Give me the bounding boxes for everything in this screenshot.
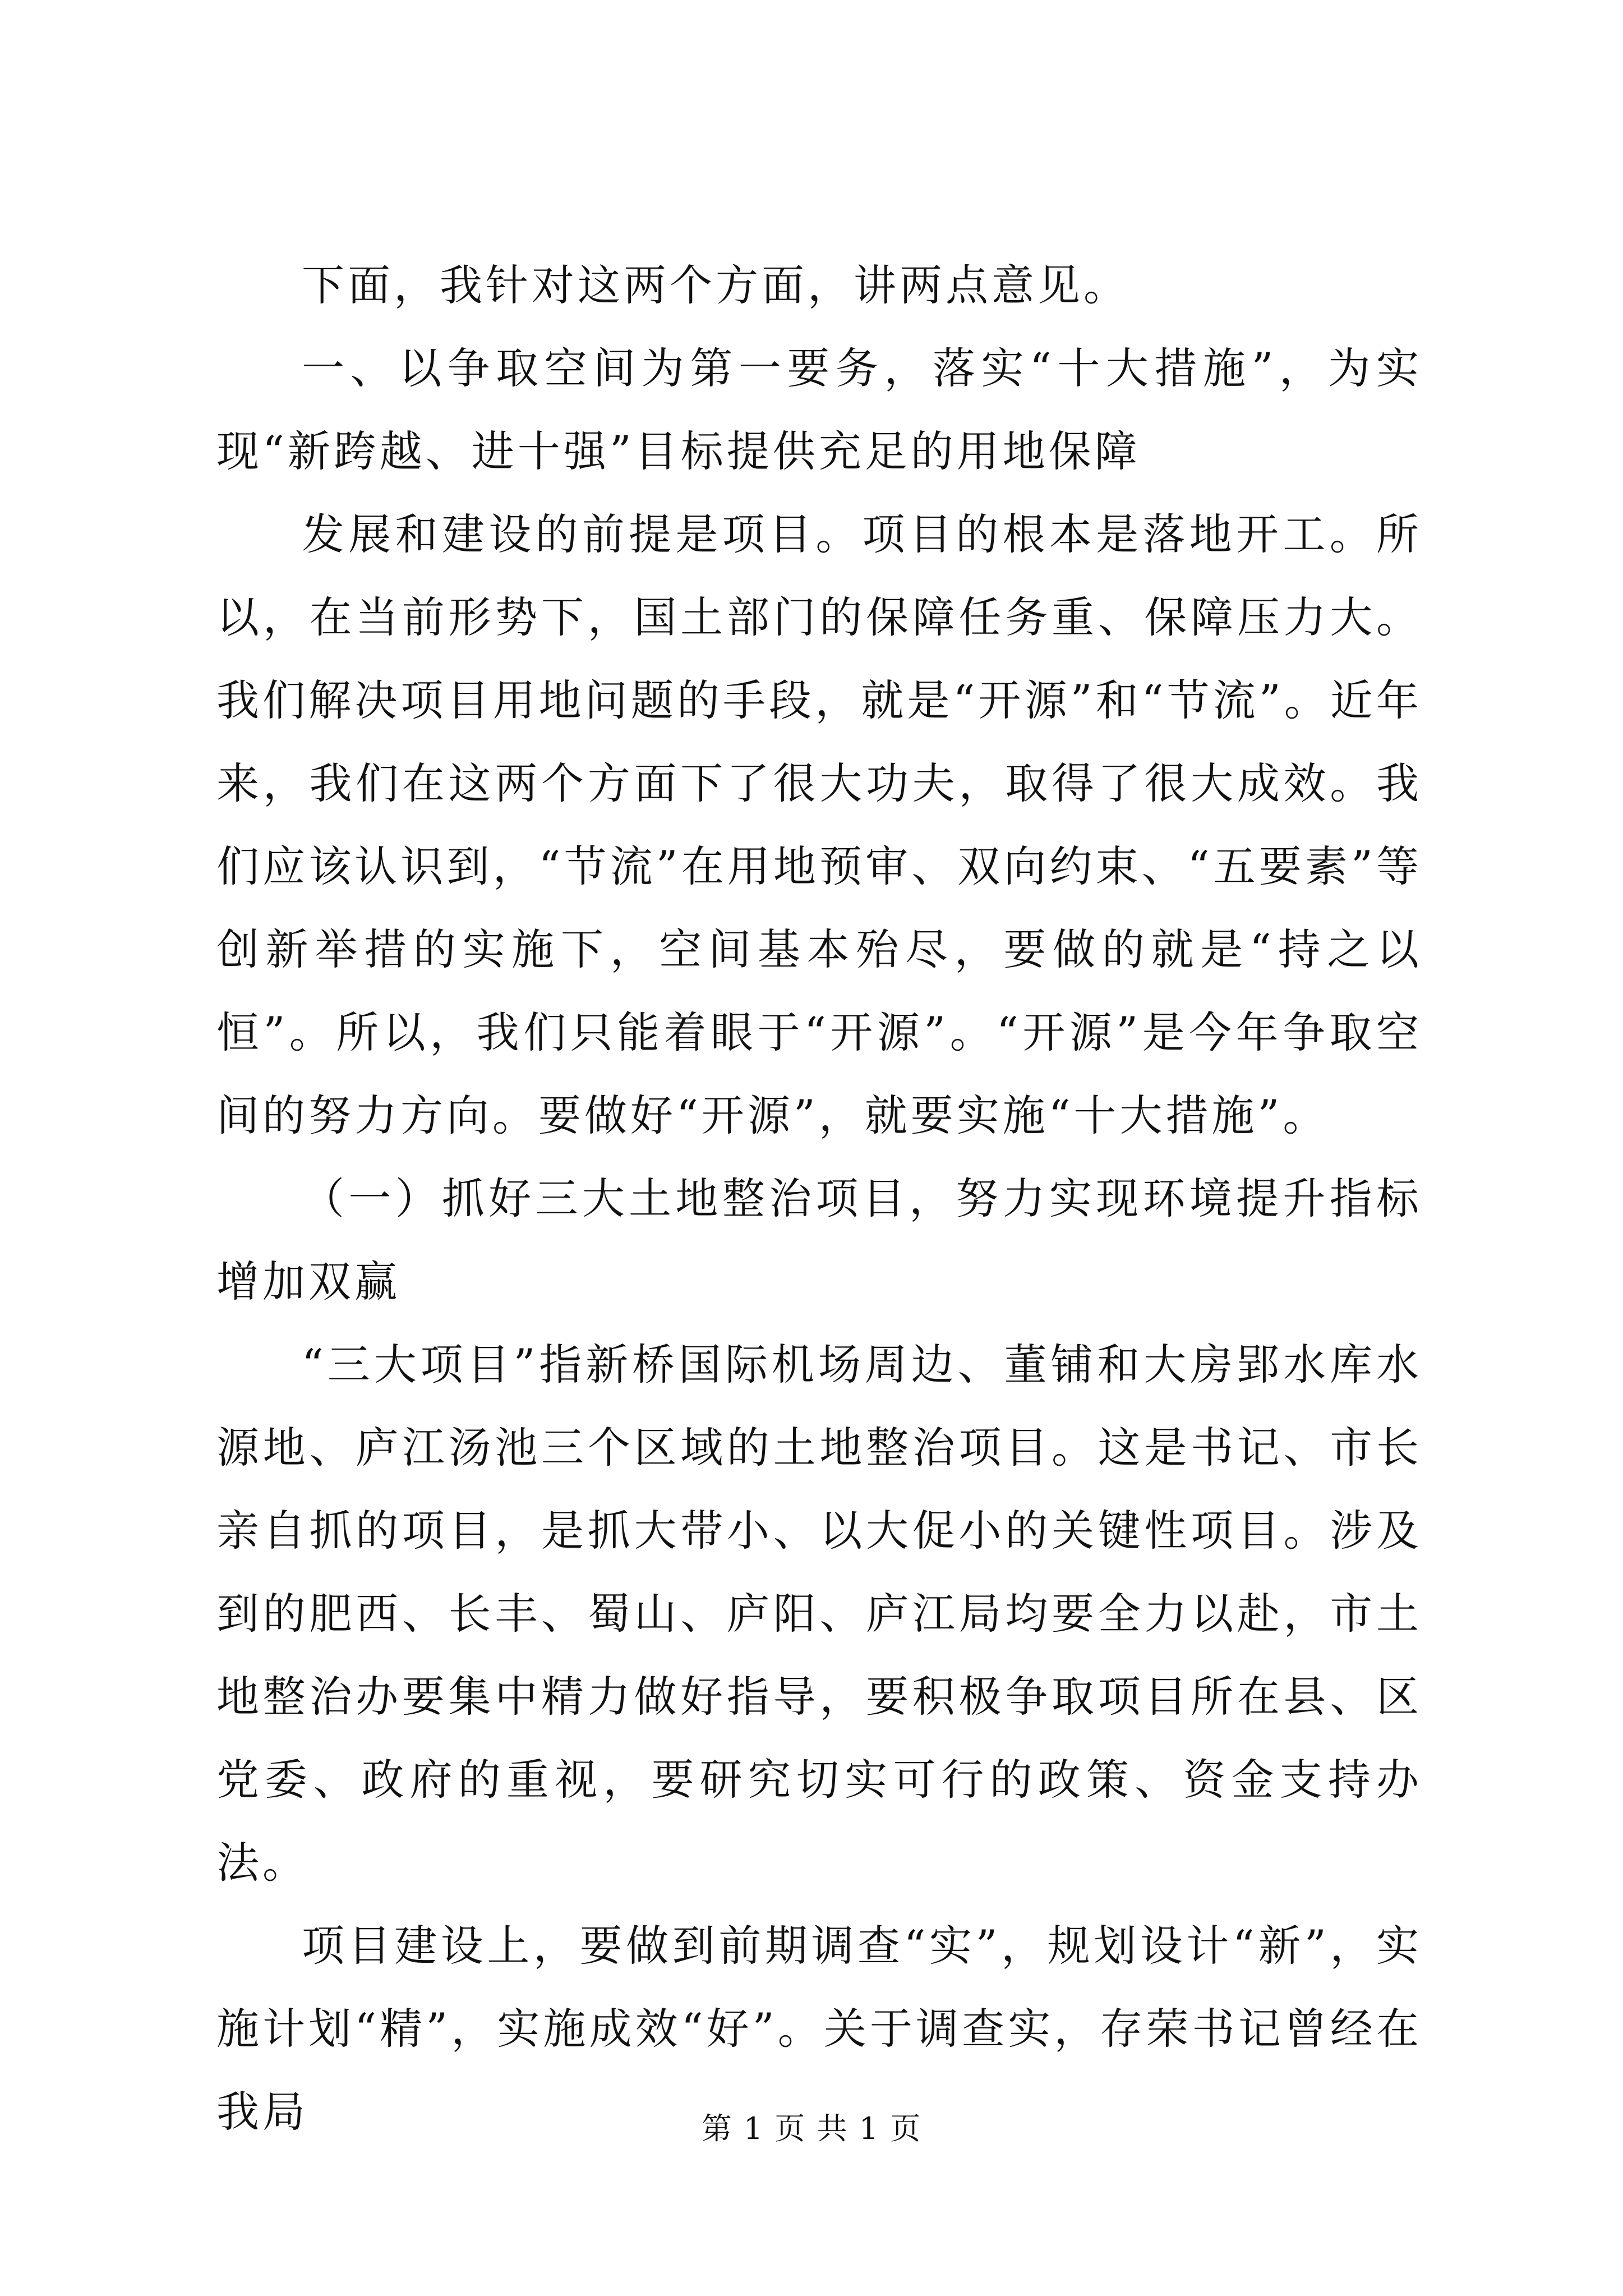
paragraph-project-construction: 项目建设上，要做到前期调查“实”，规划设计“新”，实施计划“精”，实施成效“好”。关于调查实，存荣书记曾经在我局 xyxy=(216,1921,1422,2137)
section-heading-1: 一、以争取空间为第一要务，落实“十大措施”，为实现“新跨越、进十强”目标提供充足的用地保障 xyxy=(216,343,1422,476)
page-footer: 第 1 页 共 1 页 xyxy=(701,2111,922,2146)
paragraph-three-projects: “三大项目”指新桥国际机场周边、董铺和大房郢水库水源地、庐江汤池三个区域的土地整治项目。这是书记、市长亲自抓的项目，是抓大带小、以大促小的关键性项目。涉及到的肥西、长丰、蜀山、庐阳、庐江局均要全力以赴，市土地整治办要集中精力做好指导，要积极争取项目所在县、区党委、政府的重视，要研究切实可行的政策、资金支持办法。 xyxy=(216,1340,1422,1888)
subsection-heading-1: （一）抓好三大土地整治项目，努力实现环境提升指标增加双赢 xyxy=(216,1174,1422,1306)
paragraph-intro: 下面，我针对这两个方面，讲两点意见。 xyxy=(302,260,1129,310)
paragraph-open-source: 发展和建设的前提是项目。项目的根本是落地开工。所以，在当前形势下，国土部门的保障任务重、保障压力大。我们解决项目用地问题的手段，就是“开源”和“节流”。近年来，我们在这两个方面下了很大功夫，取得了很大成效。我们应该认识到，“节流”在用地预审、双向约束、“五要素”等创新举措的实施下，空间基本殆尽，要做的就是“持之以恒”。所以，我们只能着眼于“开源”。“开源”是今年争取空间的努力方向。要做好“开源”，就要实施“十大措施”。 xyxy=(216,509,1422,1140)
document-body xyxy=(216,244,1422,2154)
